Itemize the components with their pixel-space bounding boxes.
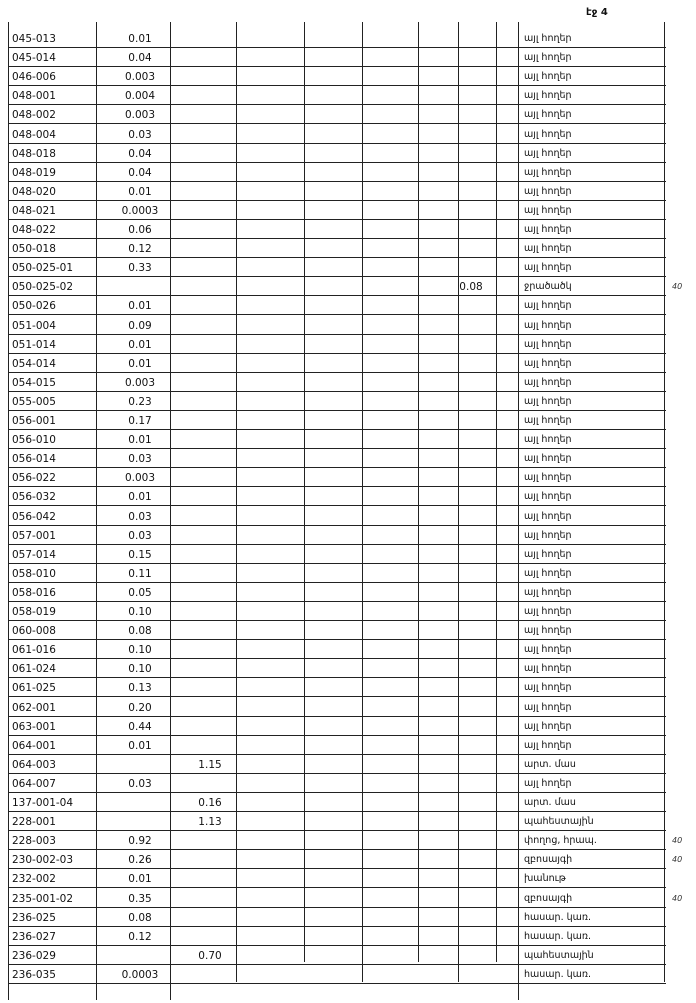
row-rule bbox=[8, 582, 666, 583]
table-row bbox=[0, 221, 696, 239]
table-row bbox=[0, 794, 696, 812]
land-category: այլ հողեր bbox=[524, 262, 572, 274]
parcel-code: 050-026 bbox=[12, 300, 56, 313]
parcel-code: 048-018 bbox=[12, 147, 56, 160]
margin-mark: 40 bbox=[672, 836, 683, 846]
area-value: 0.03 bbox=[128, 453, 152, 466]
row-rule bbox=[8, 830, 666, 831]
table-row bbox=[0, 431, 696, 449]
area-value: 0.08 bbox=[128, 625, 152, 638]
parcel-code: 228-001 bbox=[12, 816, 56, 829]
parcel-code: 048-002 bbox=[12, 109, 56, 122]
area-value: 0.44 bbox=[128, 720, 152, 733]
land-category: այլ հողեր bbox=[524, 52, 572, 64]
table-row bbox=[0, 870, 696, 888]
table-row bbox=[0, 584, 696, 602]
row-rule bbox=[8, 314, 666, 315]
row-rule bbox=[8, 47, 666, 48]
area-value: 0.10 bbox=[128, 644, 152, 657]
parcel-code: 051-004 bbox=[12, 319, 56, 332]
land-category: հասար. կառ. bbox=[524, 930, 592, 942]
row-rule bbox=[8, 219, 666, 220]
row-rule bbox=[8, 353, 666, 354]
row-rule bbox=[8, 773, 666, 774]
row-rule bbox=[8, 945, 666, 946]
land-category: այլ հողեր bbox=[524, 586, 572, 598]
parcel-code: 058-016 bbox=[12, 586, 56, 599]
land-category: խանութ bbox=[524, 873, 566, 885]
table-row bbox=[0, 737, 696, 755]
table-row bbox=[0, 699, 696, 717]
row-rule bbox=[8, 162, 666, 163]
parcel-code: 045-014 bbox=[12, 52, 56, 65]
land-category: այլ հողեր bbox=[524, 338, 572, 350]
table-row bbox=[0, 183, 696, 201]
margin-mark: 40 bbox=[672, 282, 683, 292]
parcel-code: 230-002-03 bbox=[12, 854, 74, 867]
row-rule bbox=[8, 811, 666, 812]
table-row bbox=[0, 240, 696, 258]
parcel-code: 054-014 bbox=[12, 357, 56, 370]
parcel-code: 048-021 bbox=[12, 204, 56, 217]
area-value-c: 0.08 bbox=[459, 281, 483, 294]
table-row bbox=[0, 603, 696, 621]
row-rule bbox=[8, 66, 666, 67]
land-category: այլ հողեր bbox=[524, 224, 572, 235]
land-category: այլ հողեր bbox=[524, 453, 572, 465]
land-category: այլ հողեր bbox=[524, 529, 572, 541]
area-value: 0.12 bbox=[128, 243, 152, 256]
parcel-code: 048-001 bbox=[12, 90, 56, 103]
table-row bbox=[0, 412, 696, 430]
parcel-code: 057-001 bbox=[12, 529, 56, 542]
row-rule bbox=[8, 849, 666, 850]
row-rule bbox=[8, 735, 666, 736]
table-row bbox=[0, 508, 696, 526]
table-row bbox=[0, 106, 696, 124]
parcel-code: 056-014 bbox=[12, 453, 56, 466]
table-row bbox=[0, 393, 696, 411]
table-row bbox=[0, 336, 696, 354]
row-rule bbox=[8, 123, 666, 124]
area-value: 0.01 bbox=[128, 873, 152, 886]
table-row bbox=[0, 374, 696, 392]
area-value: 0.03 bbox=[128, 529, 152, 542]
parcel-code: 055-005 bbox=[12, 395, 56, 408]
table-row bbox=[0, 641, 696, 659]
row-rule bbox=[8, 467, 666, 468]
land-category: այլ հողեր bbox=[524, 376, 572, 388]
table-row bbox=[0, 49, 696, 67]
area-value: 0.003 bbox=[124, 109, 156, 122]
area-value: 0.003 bbox=[124, 376, 156, 389]
area-value: 0.09 bbox=[128, 319, 152, 332]
parcel-code: 064-007 bbox=[12, 777, 56, 790]
table-row bbox=[0, 565, 696, 583]
area-value: 0.05 bbox=[128, 586, 152, 599]
area-value: 0.23 bbox=[128, 395, 152, 408]
land-category: այլ հողեր bbox=[524, 147, 572, 159]
margin-mark: 40 bbox=[672, 893, 683, 903]
row-rule bbox=[8, 238, 666, 239]
table-row bbox=[0, 966, 696, 984]
land-category: այլ հողեր bbox=[524, 415, 572, 426]
row-rule bbox=[8, 677, 666, 678]
land-category: զբոսայգի bbox=[524, 854, 573, 866]
parcel-code: 235-001-02 bbox=[12, 892, 74, 905]
area-value: 0.003 bbox=[124, 472, 156, 485]
land-category: այլ հողեր bbox=[524, 644, 572, 656]
parcel-code: 050-018 bbox=[12, 243, 56, 256]
table-row bbox=[0, 718, 696, 736]
row-rule bbox=[8, 505, 666, 506]
land-category: այլ հողեր bbox=[524, 701, 572, 713]
parcel-code: 061-016 bbox=[12, 644, 56, 657]
area-value: 0.92 bbox=[128, 835, 152, 848]
row-rule bbox=[8, 754, 666, 755]
parcel-code: 058-010 bbox=[12, 567, 56, 580]
row-rule bbox=[8, 658, 666, 659]
row-rule bbox=[8, 544, 666, 545]
parcel-code: 063-001 bbox=[12, 720, 56, 733]
land-category: այլ հողեր bbox=[524, 491, 572, 503]
table-row bbox=[0, 297, 696, 315]
row-rule bbox=[8, 181, 666, 182]
table-row bbox=[0, 909, 696, 927]
parcel-code: 061-025 bbox=[12, 682, 56, 695]
table-row bbox=[0, 30, 696, 48]
land-category: զբոսայգի bbox=[524, 892, 573, 904]
margin-mark: 40 bbox=[672, 855, 683, 865]
area-value-b: 1.15 bbox=[198, 758, 222, 771]
land-category: այլ հողեր bbox=[524, 33, 572, 44]
parcel-code: 232-002 bbox=[12, 873, 56, 886]
row-rule bbox=[8, 907, 666, 908]
parcel-code: 061-024 bbox=[12, 663, 56, 676]
row-rule bbox=[8, 372, 666, 373]
land-category: այլ հողեր bbox=[524, 204, 572, 216]
parcel-code: 048-022 bbox=[12, 224, 56, 236]
row-rule bbox=[8, 295, 666, 296]
area-value-b: 0.16 bbox=[198, 797, 222, 809]
row-rule bbox=[8, 868, 666, 869]
land-category: այլ հողեր bbox=[524, 109, 572, 121]
parcel-code: 064-003 bbox=[12, 758, 56, 771]
area-value: 0.01 bbox=[128, 739, 152, 752]
table-row bbox=[0, 527, 696, 545]
land-category: այլ հողեր bbox=[524, 739, 572, 751]
land-category: այլ հողեր bbox=[524, 606, 572, 617]
area-value: 0.06 bbox=[128, 224, 152, 236]
land-category: այլ հողեր bbox=[524, 128, 572, 140]
area-value: 0.0003 bbox=[121, 968, 159, 981]
row-rule bbox=[8, 926, 666, 927]
row-rule bbox=[8, 448, 666, 449]
parcel-code: 236-035 bbox=[12, 968, 56, 981]
parcel-code: 236-027 bbox=[12, 930, 56, 943]
area-value: 0.35 bbox=[128, 892, 152, 905]
table-row bbox=[0, 87, 696, 105]
row-rule bbox=[8, 716, 666, 717]
table-row bbox=[0, 890, 696, 908]
land-category: այլ հողեր bbox=[524, 682, 572, 694]
land-category: այլ հողեր bbox=[524, 71, 572, 83]
table-row bbox=[0, 317, 696, 335]
land-category: հասար. կառ. bbox=[524, 968, 592, 980]
table-row bbox=[0, 488, 696, 506]
row-rule bbox=[8, 85, 666, 86]
row-rule bbox=[8, 525, 666, 526]
table-row bbox=[0, 756, 696, 774]
area-value: 0.17 bbox=[128, 415, 152, 427]
area-value: 0.03 bbox=[128, 777, 152, 790]
table-row bbox=[0, 259, 696, 277]
row-rule bbox=[8, 983, 666, 984]
parcel-code: 056-010 bbox=[12, 434, 56, 447]
parcel-code: 058-019 bbox=[12, 606, 56, 618]
row-rule bbox=[8, 257, 666, 258]
table-row bbox=[0, 947, 696, 965]
row-rule bbox=[8, 601, 666, 602]
area-value: 0.04 bbox=[128, 147, 152, 160]
parcel-code: 236-029 bbox=[12, 949, 56, 962]
area-value: 0.004 bbox=[124, 90, 156, 103]
land-category: փողոց, հրապ. bbox=[524, 835, 597, 847]
parcel-code: 056-042 bbox=[12, 510, 56, 523]
area-value: 0.01 bbox=[128, 300, 152, 313]
area-value: 0.0003 bbox=[121, 204, 159, 217]
row-rule bbox=[8, 276, 666, 277]
parcel-code: 050-025-02 bbox=[12, 281, 74, 294]
area-value: 0.03 bbox=[128, 510, 152, 523]
parcel-code: 137-001-04 bbox=[12, 797, 74, 809]
area-value: 0.01 bbox=[128, 434, 152, 447]
land-category: արտ. մաս bbox=[524, 797, 576, 808]
land-category: այլ հողեր bbox=[524, 300, 572, 312]
row-rule bbox=[8, 104, 666, 105]
row-rule bbox=[8, 964, 666, 965]
parcel-code: 064-001 bbox=[12, 739, 56, 752]
parcel-code: 045-013 bbox=[12, 33, 56, 45]
area-value: 0.11 bbox=[128, 567, 152, 580]
area-value: 0.08 bbox=[128, 911, 152, 924]
parcel-code: 051-014 bbox=[12, 338, 56, 351]
row-rule bbox=[8, 792, 666, 793]
parcel-code: 057-014 bbox=[12, 548, 56, 561]
parcel-code: 048-019 bbox=[12, 166, 56, 179]
row-rule bbox=[8, 391, 666, 392]
table-row bbox=[0, 851, 696, 869]
area-value: 0.12 bbox=[128, 930, 152, 943]
table-row bbox=[0, 202, 696, 220]
land-category: այլ հողեր bbox=[524, 720, 572, 732]
land-category: այլ հողեր bbox=[524, 548, 572, 560]
row-rule bbox=[8, 639, 666, 640]
table-row bbox=[0, 928, 696, 946]
table-row bbox=[0, 278, 696, 296]
table-row bbox=[0, 813, 696, 831]
area-value: 0.01 bbox=[128, 357, 152, 370]
parcel-code: 050-025-01 bbox=[12, 262, 74, 275]
land-category: արտ. մաս bbox=[524, 758, 576, 770]
land-category: այլ հողեր bbox=[524, 472, 572, 484]
table-row bbox=[0, 355, 696, 373]
area-value: 0.10 bbox=[128, 606, 152, 618]
land-category: այլ հողեր bbox=[524, 357, 572, 369]
land-category: այլ հողեր bbox=[524, 567, 572, 579]
table-row bbox=[0, 126, 696, 144]
area-value: 0.01 bbox=[128, 33, 152, 45]
table-row bbox=[0, 68, 696, 86]
page-number: էջ 4 bbox=[586, 7, 608, 18]
area-value: 0.15 bbox=[128, 548, 152, 561]
land-category: ջրածածկ bbox=[524, 281, 572, 293]
land-category: այլ հողեր bbox=[524, 625, 572, 637]
table-row bbox=[0, 679, 696, 697]
row-rule bbox=[8, 696, 666, 697]
land-category: այլ հողեր bbox=[524, 166, 572, 178]
table-row bbox=[0, 775, 696, 793]
land-category: այլ հողեր bbox=[524, 185, 572, 197]
row-rule bbox=[8, 620, 666, 621]
land-category: այլ հողեր bbox=[524, 777, 572, 789]
area-value: 0.01 bbox=[128, 491, 152, 504]
parcel-code: 236-025 bbox=[12, 911, 56, 924]
row-rule bbox=[8, 429, 666, 430]
area-value: 0.33 bbox=[128, 262, 152, 275]
row-rule bbox=[8, 410, 666, 411]
area-value-b: 1.13 bbox=[198, 816, 222, 829]
area-value: 0.03 bbox=[128, 128, 152, 141]
table-row bbox=[0, 469, 696, 487]
area-value: 0.01 bbox=[128, 185, 152, 198]
land-category: այլ հողեր bbox=[524, 243, 572, 255]
area-value: 0.20 bbox=[128, 701, 152, 714]
area-value: 0.01 bbox=[128, 338, 152, 351]
area-value: 0.13 bbox=[128, 682, 152, 695]
table-row bbox=[0, 164, 696, 182]
land-category: այլ հողեր bbox=[524, 395, 572, 407]
parcel-code: 046-006 bbox=[12, 71, 56, 84]
area-value: 0.04 bbox=[128, 52, 152, 65]
parcel-code: 062-001 bbox=[12, 701, 56, 714]
row-rule bbox=[8, 486, 666, 487]
parcel-code: 048-020 bbox=[12, 185, 56, 198]
table-row bbox=[0, 145, 696, 163]
table-row bbox=[0, 660, 696, 678]
area-value: 0.10 bbox=[128, 663, 152, 676]
area-value: 0.003 bbox=[124, 71, 156, 84]
land-category: այլ հողեր bbox=[524, 510, 572, 522]
area-value: 0.26 bbox=[128, 854, 152, 867]
row-rule bbox=[8, 563, 666, 564]
land-category: այլ հողեր bbox=[524, 434, 572, 446]
area-value: 0.04 bbox=[128, 166, 152, 179]
land-category: այլ հողեր bbox=[524, 319, 572, 331]
parcel-code: 048-004 bbox=[12, 128, 56, 141]
land-category: հասար. կառ. bbox=[524, 911, 592, 923]
table-row bbox=[0, 622, 696, 640]
parcel-code: 228-003 bbox=[12, 835, 56, 848]
row-rule bbox=[8, 887, 666, 888]
row-rule bbox=[8, 334, 666, 335]
parcel-code: 060-008 bbox=[12, 625, 56, 638]
area-value-b: 0.70 bbox=[198, 949, 222, 962]
land-category: այլ հողեր bbox=[524, 663, 572, 675]
parcel-code: 056-032 bbox=[12, 491, 56, 504]
row-rule bbox=[8, 143, 666, 144]
table-row bbox=[0, 546, 696, 564]
parcel-code: 054-015 bbox=[12, 376, 56, 389]
table-row bbox=[0, 832, 696, 850]
parcel-code: 056-001 bbox=[12, 415, 56, 427]
land-category: այլ հողեր bbox=[524, 90, 572, 102]
land-category: պահեստային bbox=[524, 949, 594, 961]
land-category: պահեստային bbox=[524, 816, 594, 828]
table-row bbox=[0, 450, 696, 468]
parcel-code: 056-022 bbox=[12, 472, 56, 485]
row-rule bbox=[8, 200, 666, 201]
